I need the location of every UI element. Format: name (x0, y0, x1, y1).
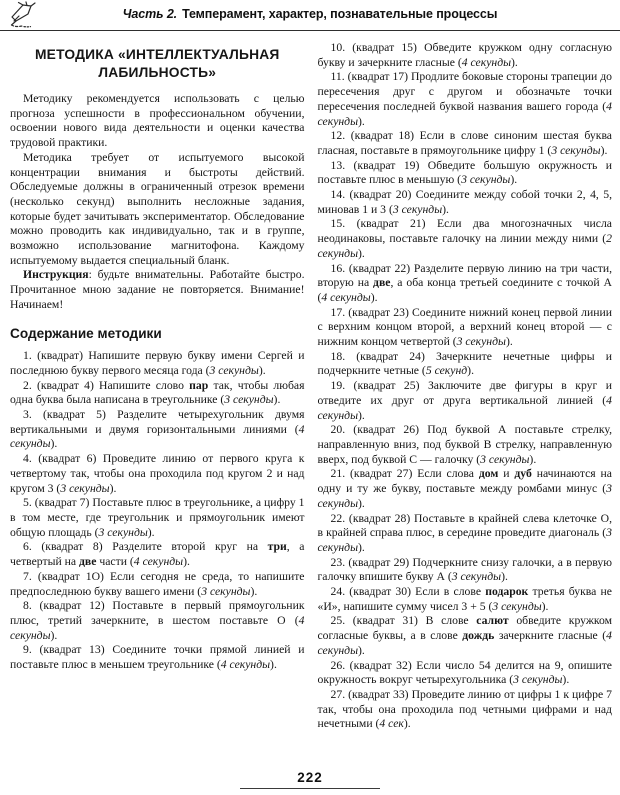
instruction-item: 21. (квадрат 27) Если слова дом и дуб начинаются на одну и ту же букву, поставьте между ромбами минус (3 секунды). (317, 467, 612, 510)
instruction-item: 5. (квадрат 7) Поставьте плюс в треугольнике, а цифру 1 в том месте, где треугольник и прямоугольник имеют общую площадь (3 секунды). (10, 496, 305, 539)
left-column (10, 41, 305, 732)
instruction-item: 16. (квадрат 22) Разделите первую линию на три части, вторую на две, а оба конца третьей соедините с точкой А (4 секунды). (317, 261, 612, 304)
intro-paragraph: Методика требует от испытуемого высокой концентрации внимания и быстроты действий. Обследуемые должны в ограниченный отрезок времени (несколько секунд) выполнить несложные задания, которые будет зачитывать экспериментатор. Обследование можно проводить как индивидуально, так и в группе, возможно использование магнитофона. Каждому испытуемому выдается специальный бланк. (10, 150, 305, 267)
instruction-item: 17. (квадрат 23) Соедините нижний конец первой линии с верхним концом второй, а верхний конец второй — с нижним концом четвертой (3 секунды). (317, 305, 612, 349)
instruction-item: 11. (квадрат 17) Продлите боковые стороны трапеции до пересечения друг с другом и обозначьте точки пересечения последней буквой названия вашего города (4 секунды). (317, 70, 612, 128)
instruction-item: 27. (квадрат 33) Проведите линию от цифры 1 к цифре 7 так, чтобы она проходила под четными цифрами и над нечетными (4 сек). (317, 687, 612, 731)
instruction-item: 13. (квадрат 19) Обведите большую окружность и поставьте плюс в меньшую (3 секунды). (317, 158, 612, 187)
instruction-items-10-27 (318, 41, 613, 732)
instruction-item: 20. (квадрат 26) Под буквой А поставьте стрелку, направленную вниз, под буквой В стрелку, направленную вверх, под буквой С — галочку (3 секунды). (317, 423, 612, 466)
instruction-item: 19. (квадрат 25) Заключите две фигуры в круг и отведите их друг от друга вертикальной линией (4 секунды). (317, 379, 612, 422)
instruction-item: 26. (квадрат 32) Если число 54 делится на 9, опишите окружность вокруг четырехугольника (3 секунды). (317, 658, 612, 687)
page-number: 222 (297, 770, 323, 785)
part-label: Часть 2. (122, 7, 178, 21)
instruction-item: 2. (квадрат 4) Напишите слово пар так, чтобы любая одна буква была написана в треугольнике (3 секунды). (10, 378, 305, 407)
right-column (318, 41, 613, 732)
instruction-item: 24. (квадрат 30) Если в слове подарок третья буква не «И», напишите сумму чисел 3 + 5 (3 секунды). (317, 585, 612, 613)
instruction-item: 14. (квадрат 20) Соедините между собой точки 2, 4, 5, миновав 1 и 3 (3 секунды). (317, 188, 612, 216)
running-head (0, 7, 620, 21)
instruction-item: 22. (квадрат 28) Поставьте в крайней слева клеточке О, в крайней справа плюс, в середине проведите диагональ (3 секунды). (317, 511, 612, 554)
instruction-items-1-9 (10, 349, 305, 672)
instruction-item: 25. (квадрат 31) В слове салют обведите кружком согласные буквы, а в слове дождь зачеркните гласные (4 секунды). (317, 614, 612, 657)
two-column-layout (10, 41, 612, 732)
instruction-item: 10. (квадрат 15) Обведите кружком одну согласную букву и зачеркните гласные (4 секунды). (317, 41, 612, 69)
intro-paragraph: Методику рекомендуется использовать с целью прогноза успешности в профессиональном обучении, освоении нового вида деятельности и оценки качества трудовой практики. (10, 92, 305, 150)
instruction-item: 3. (квадрат 5) Разделите четырехугольник двумя вертикальными и двумя горизонтальными линиями (4 секунды). (10, 408, 305, 451)
footer-rule (240, 788, 380, 789)
chapter-title: Темперамент, характер, познавательные процессы (182, 7, 498, 21)
intro-paragraph: Инструкция: будьте внимательны. Работайте быстро. Прочитанное мною задание не повторяется. Внимание! Начинаем! (10, 268, 305, 311)
page-header (0, 0, 620, 31)
instruction-item: 23. (квадрат 29) Подчеркните снизу галочки, а в первую галочку впишите букву А (3 секунды). (317, 555, 612, 584)
instruction-item: 15. (квадрат 21) Если два многозначных числа неодинаковы, поставьте галочку на линии между ними (2 секунды). (317, 217, 612, 260)
article-title: МЕТОДИКА «ИНТЕЛЛЕКТУАЛЬНАЯ ЛАБИЛЬНОСТЬ» (34, 47, 280, 80)
instruction-item: 12. (квадрат 18) Если в слове синоним шестая буква гласная, поставьте в прямоугольнике цифру 1 (3 секунды). (317, 129, 612, 157)
instruction-item: 18. (квадрат 24) Зачеркните нечетные цифры и подчеркните четные (5 секунд). (317, 349, 612, 378)
page-footer (0, 770, 620, 789)
section-heading: Содержание методики (10, 325, 162, 341)
instruction-item: 4. (квадрат 6) Проведите линию от первого круга к четвертому так, чтобы она проходила под кругом 2 и над кругом 3 (3 секунды). (10, 452, 305, 495)
instruction-item: 8. (квадрат 12) Поставьте в первый прямоугольник плюс, третий зачеркните, в шестом поставьте О (4 секунды). (10, 599, 305, 642)
instruction-item: 1. (квадрат) Напишите первую букву имени Сергей и последнюю букву первого месяца года (3 секунды). (10, 349, 305, 377)
instruction-item: 6. (квадрат 8) Разделите второй круг на три, а четвертый на две части (4 секунды). (10, 540, 305, 569)
instruction-item: 7. (квадрат 1О) Если сегодня не среда, то напишите предпоследнюю букву вашего имени (3 секунды). (10, 569, 305, 598)
instruction-item: 9. (квадрат 13) Соедините точки прямой линией и поставьте плюс в меньшем треугольнике (4 секунды). (10, 643, 305, 672)
intro-paragraphs (10, 92, 305, 313)
